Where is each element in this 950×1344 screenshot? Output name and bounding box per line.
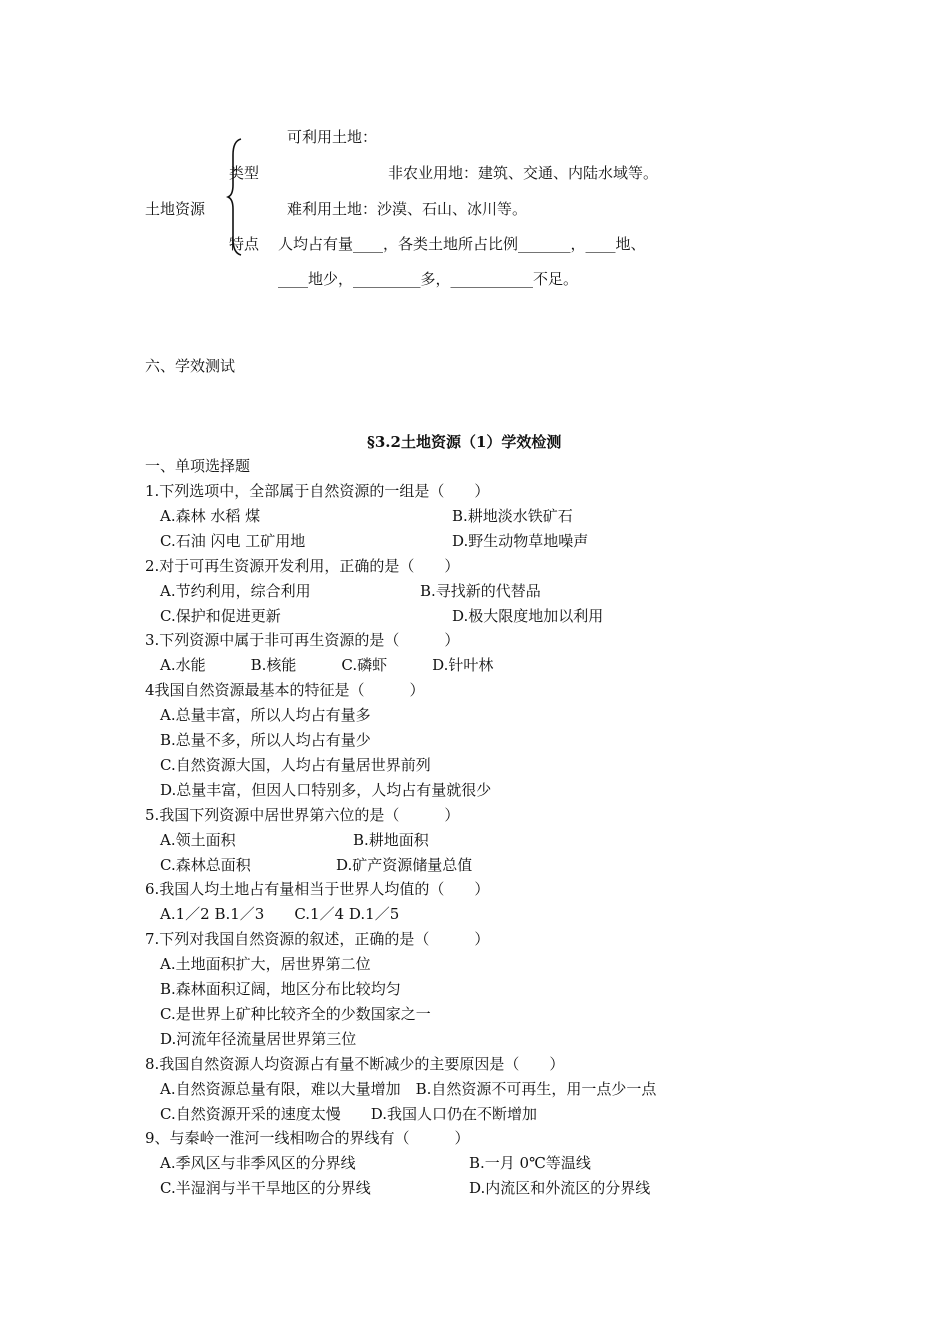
option-text: A.节约利用，综合利用 [160, 581, 311, 600]
option-text: A.自然资源总量有限，难以大量增加 B.自然资源不可再生，用一点少一点 [160, 1079, 657, 1098]
option-text: C.石油 闪电 工矿用地 [160, 531, 306, 550]
nonfarm-land-text: 非农业用地：建筑、交通、内陆水域等。 [388, 164, 659, 182]
question-text: 5.我国下列资源中居世界第六位的是（ ） [145, 805, 460, 824]
option-text: A.领土面积 [160, 830, 236, 849]
option-text: A.水能 B.核能 C.磷虾 D.针叶林 [160, 656, 494, 675]
option-text: D.野生动物草地噪声 [452, 531, 589, 550]
feature-line-2: ____地少，_________多，___________不足。 [278, 270, 579, 288]
option-text: A.1／2 B.1／3 C.1／4 D.1／5 [160, 905, 400, 924]
question-text: 6.我国人均土地占有量相当于世界人均值的（ ） [145, 880, 490, 899]
option-text: B.耕地淡水铁矿石 [452, 506, 573, 525]
quiz-title: §3.2土地资源（1）学效检测 [367, 433, 562, 451]
feature-line-1: 人均占有量____，各类土地所占比例_______，____地、 [278, 235, 646, 253]
section-heading: 六、学效测试 [145, 357, 236, 375]
option-text: D.矿产资源储量总值 [336, 855, 473, 874]
option-text: D.总量丰富，但因人口特别多，人均占有量就很少 [160, 780, 492, 799]
option-text: B.寻找新的代替品 [420, 581, 541, 600]
option-text: C.森林总面积 [160, 855, 251, 874]
hard-land-text: 难利用土地：沙漠、石山、冰川等。 [287, 200, 528, 218]
option-text: C.自然资源大国，人均占有量居世界前列 [160, 755, 431, 774]
feature-label: 特点 [229, 235, 260, 253]
question-text: 4我国自然资源最基本的特征是（ ） [145, 681, 425, 700]
question-text: 2.对于可再生资源开发利用，正确的是（ ） [145, 556, 460, 575]
option-text: D.内流区和外流区的分界线 [469, 1179, 651, 1198]
option-text: C.半湿润与半干旱地区的分界线 [160, 1179, 371, 1198]
quiz-part-heading: 一、单项选择题 [145, 457, 251, 475]
option-text: A.季风区与非季风区的分界线 [160, 1154, 356, 1173]
question-text: 7.下列对我国自然资源的叙述，正确的是（ ） [145, 930, 490, 949]
usable-land-text: 可利用土地： [287, 128, 378, 146]
option-text: B.耕地面积 [353, 830, 429, 849]
option-text: B.森林面积辽阔，地区分布比较均匀 [160, 980, 401, 998]
question-text: 8.我国自然资源人均资源占有量不断减少的主要原因是（ ） [145, 1054, 565, 1073]
option-text: A.土地面积扩大，居世界第二位 [160, 955, 371, 974]
question-text: 1.下列选项中，全部属于自然资源的一组是（ ） [145, 482, 490, 500]
option-text: B.总量不多，所以人均占有量少 [160, 731, 371, 749]
option-text: A.总量丰富，所以人均占有量多 [160, 706, 371, 725]
root-label: 土地资源 [145, 200, 206, 218]
question-text: 9、与秦岭一淮河一线相吻合的界线有（ ） [145, 1129, 470, 1148]
option-text: C.保护和促进更新 [160, 606, 281, 625]
option-text: A.森林 水稻 煤 [160, 506, 261, 525]
option-text: C.自然资源开采的速度太慢 D.我国人口仍在不断增加 [160, 1104, 537, 1123]
option-text: B.一月 0℃等温线 [469, 1154, 591, 1173]
option-text: D.极大限度地加以利用 [452, 606, 604, 625]
type-label: 类型 [229, 164, 260, 182]
option-text: C.是世界上矿种比较齐全的少数国家之一 [160, 1004, 431, 1023]
option-text: D.河流年径流量居世界第三位 [160, 1029, 357, 1048]
curly-brace [226, 137, 246, 257]
question-text: 3.下列资源中属于非可再生资源的是（ ） [145, 631, 460, 650]
